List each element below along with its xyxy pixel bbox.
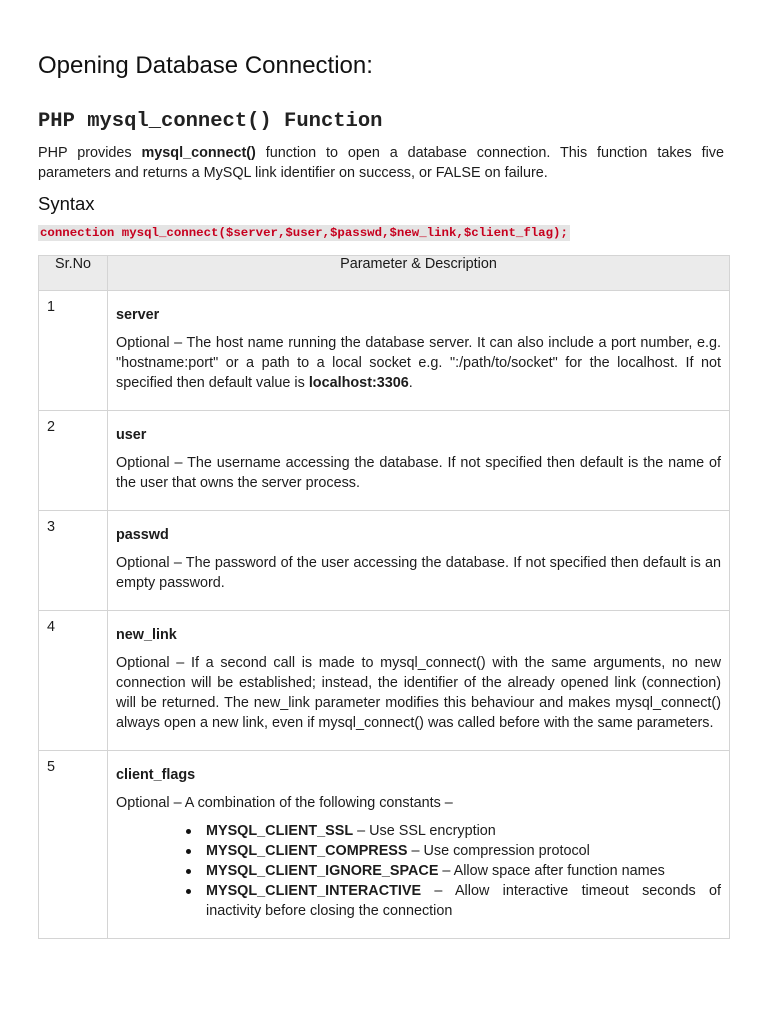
flag-name: MYSQL_CLIENT_COMPRESS	[206, 843, 408, 859]
page-title: Opening Database Connection:	[38, 52, 373, 79]
parameters-table	[38, 255, 730, 939]
row-description-cell	[108, 411, 730, 511]
row-description-cell	[108, 611, 730, 751]
row-description-cell	[108, 511, 730, 611]
flag-description: – Use SSL encryption	[353, 823, 496, 839]
param-name: server	[116, 307, 160, 323]
param-name: user	[116, 427, 147, 443]
param-description: Optional – A combination of the following constants –	[116, 795, 453, 811]
flag-name: MYSQL_CLIENT_SSL	[206, 823, 354, 839]
param-description: Optional – If a second call is made to mysql_connect() with the same arguments, no new connection will be established; instead, the identifier of the already opened link (connection) will be returned. The new_link parameter modifies this behaviour and makes mysql_connect() always open a new link, even if mysql_connect() was called before with the same parameters.	[116, 655, 721, 731]
header-parameter-description: Parameter & Description	[108, 256, 730, 291]
intro-prefix: PHP provides	[38, 145, 142, 161]
table-row	[39, 291, 730, 411]
flag-description: – Allow interactive timeout seconds of inactivity before closing the connection	[206, 883, 721, 919]
param-name: new_link	[116, 627, 177, 643]
param-description-text: Optional – The host name running the database server. It can also include a port number, e.g. "hostname:port" or a path to a local socket e.g. ":/path/to/socket" for the localhost. If not specified then default value is	[116, 335, 721, 391]
table-row	[39, 411, 730, 511]
flag-name: MYSQL_CLIENT_IGNORE_SPACE	[206, 863, 439, 879]
param-description-end: .	[408, 375, 413, 391]
flag-description: – Allow space after function names	[438, 863, 665, 879]
flag-name: MYSQL_CLIENT_INTERACTIVE	[206, 883, 422, 899]
row-description-cell	[108, 291, 730, 411]
row-description-cell	[108, 751, 730, 939]
row-number: 3	[39, 511, 108, 611]
intro-paragraph	[38, 143, 724, 183]
row-number: 4	[39, 611, 108, 751]
table-header-row	[39, 256, 730, 291]
row-number: 5	[39, 751, 108, 939]
row-number: 1	[39, 291, 108, 411]
intro-suffix: function to open a database connection. This function takes five parameters and returns a MySQL link identifier on success, or FALSE on failure.	[38, 145, 724, 181]
flag-description: – Use compression protocol	[407, 843, 590, 859]
intro-function-name: mysql_connect()	[141, 145, 256, 161]
client-flags-list	[116, 821, 721, 921]
param-name: client_flags	[116, 767, 196, 783]
param-description	[116, 333, 721, 393]
param-default-value: localhost:3306	[308, 375, 409, 391]
function-heading: PHP mysql_connect() Function	[38, 110, 383, 133]
list-item	[206, 861, 721, 881]
row-number: 2	[39, 411, 108, 511]
table-row	[39, 751, 730, 939]
table-row	[39, 511, 730, 611]
syntax-heading: Syntax	[38, 193, 95, 214]
list-item	[206, 881, 721, 921]
list-item	[206, 821, 721, 841]
table-row	[39, 611, 730, 751]
header-sr-no: Sr.No	[39, 256, 108, 291]
param-description: Optional – The username accessing the database. If not specified then default is the name of the user that owns the server process.	[116, 455, 721, 491]
param-description: Optional – The password of the user accessing the database. If not specified then default is an empty password.	[116, 555, 721, 591]
param-name: passwd	[116, 527, 169, 543]
list-item	[206, 841, 721, 861]
syntax-code: connection mysql_connect($server,$user,$passwd,$new_link,$client_flag);	[40, 226, 568, 240]
